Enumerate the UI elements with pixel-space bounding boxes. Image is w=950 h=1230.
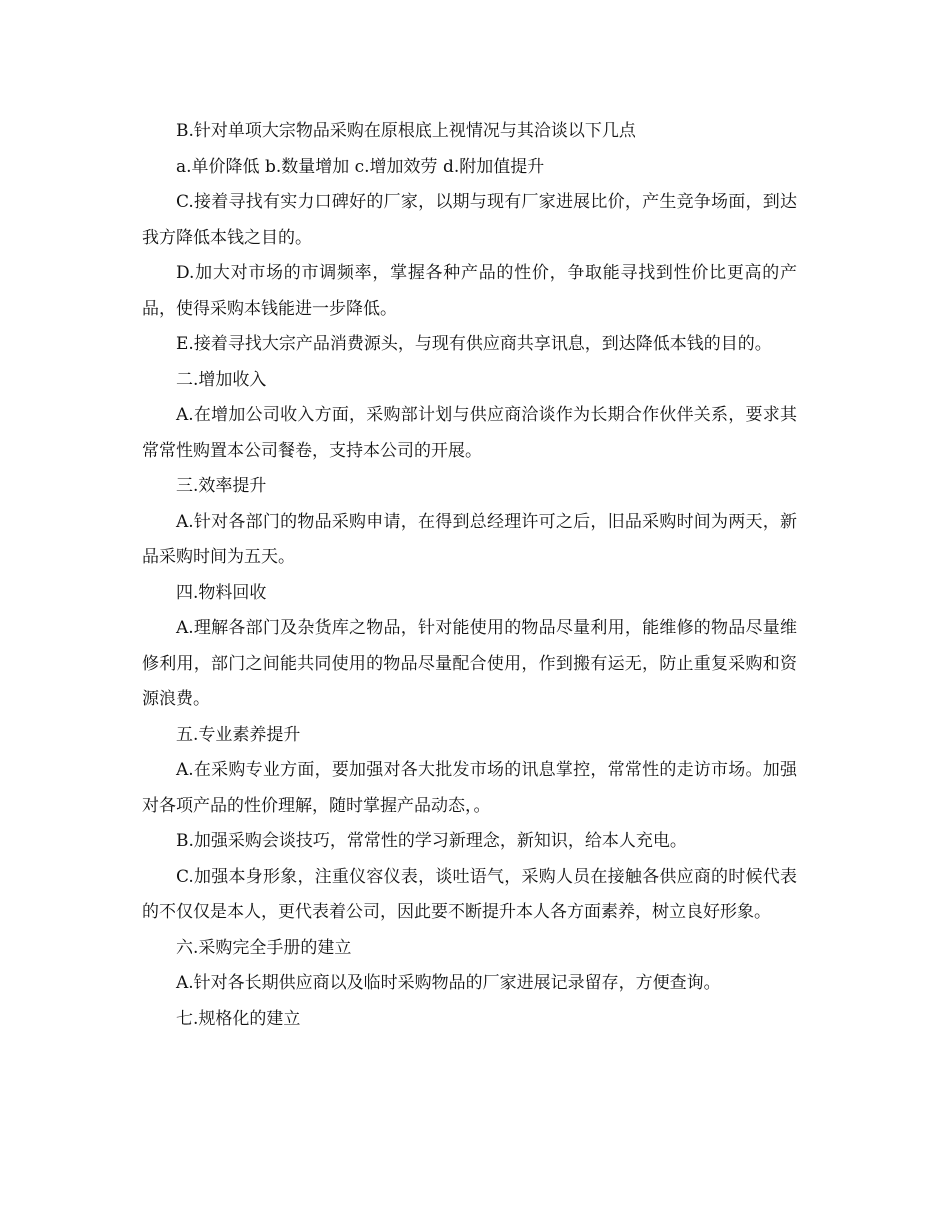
paragraph-recovery-a: A.理解各部门及杂货库之物品，针对能使用的物品尽量利用，能维修的物品尽量维修利用，部门之间能共同使用的物品尽量配合使用，作到搬有运无，防止重复采购和资源浪费。 bbox=[142, 618, 797, 709]
paragraph-negotiation-points: a.单价降低 b.数量增加 c.增加效劳 d.附加值提升 bbox=[176, 156, 545, 177]
section-heading-efficiency: 三.效率提升 bbox=[176, 476, 267, 496]
paragraph-c-find-manufacturers: C.接着寻找有实力口碑好的厂家，以期与现有厂家进展比价，产生竞争场面，到达我方降低本钱之目的。 bbox=[142, 192, 797, 248]
paragraph-professionalism-a: A.在采购专业方面，要加强对各大批发市场的讯息掌控，常常性的走访市场。加强对各项产品的性价理解，随时掌握产品动态，。 bbox=[142, 760, 797, 816]
paragraph-manual-a: A.针对各长期供应商以及临时采购物品的厂家进展记录留存，方便查询。 bbox=[176, 973, 721, 993]
paragraph-income-a: A.在增加公司收入方面，采购部计划与供应商洽谈作为长期合作伙伴关系，要求其常常性购置本公司餐卷，支持本公司的开展。 bbox=[142, 405, 797, 461]
section-heading-increase-income: 二.增加收入 bbox=[176, 369, 267, 390]
section-heading-professionalism: 五.专业素养提升 bbox=[176, 724, 301, 745]
paragraph-d-market-survey: D.加大对市场的市调频率，掌握各种产品的性价，争取能寻找到性价比更高的产品，使得采购本钱能进一步降低。 bbox=[142, 263, 797, 319]
paragraph-efficiency-a: A.针对各部门的物品采购申请，在得到总经理许可之后，旧品采购时间为两天，新品采购时间为五天。 bbox=[142, 511, 797, 567]
document-body bbox=[142, 114, 797, 1037]
paragraph-e-production-source: E.接着寻找大宗产品消费源头，与现有供应商共享讯息，到达降低本钱的目的。 bbox=[176, 334, 772, 354]
paragraph-b-bulk-purchase: B.针对单项大宗物品采购在原根底上视情况与其洽谈以下几点 bbox=[176, 121, 636, 141]
paragraph-professionalism-c: C.加强本身形象，注重仪容仪表，谈吐语气，采购人员在接触各供应商的时候代表的不仅仅是本人，更代表着公司，因此要不断提升本人各方面素养，树立良好形象。 bbox=[142, 866, 797, 922]
section-heading-material-recovery: 四.物料回收 bbox=[176, 582, 267, 603]
section-heading-standardization: 七.规格化的建立 bbox=[176, 1008, 301, 1029]
paragraph-professionalism-b: B.加强采购会谈技巧，常常性的学习新理念，新知识，给本人充电。 bbox=[176, 831, 687, 851]
section-heading-procurement-manual: 六.采购完全手册的建立 bbox=[176, 937, 352, 958]
